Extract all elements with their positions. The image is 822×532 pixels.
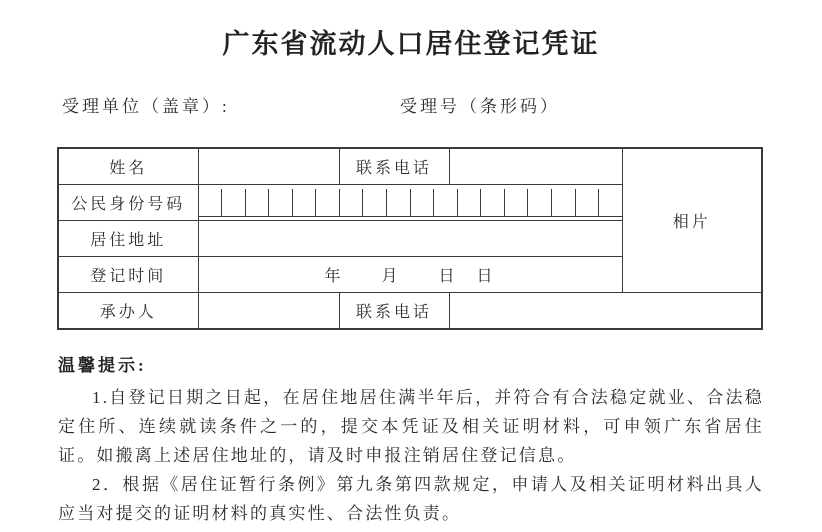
id-digit-box — [269, 189, 293, 216]
id-number-value-cell — [198, 185, 622, 221]
id-digit-box — [552, 189, 576, 216]
address-value-cell — [198, 221, 622, 257]
photo-cell: 相片 — [622, 148, 762, 293]
table-row-name — [58, 148, 762, 185]
handler-value-cell — [198, 293, 339, 330]
id-digit-box — [411, 189, 435, 216]
name-label: 姓名 — [58, 148, 198, 185]
note-item-1: 1.自登记日期之日起，在居住地居住满半年后，并符合有合法稳定就业、合法稳定住所、连续就读条件之一的，提交本凭证及相关证明材料，可申领广东省居住证。如搬离上述居住地址的，请及时申报注销居住登记信息。 — [58, 388, 764, 465]
id-digit-box — [528, 189, 552, 216]
id-digit-box — [246, 189, 270, 216]
id-digit-box — [316, 189, 340, 216]
page-title: 广东省流动人口居住登记凭证 — [222, 29, 600, 59]
id-number-label: 公民身份号码 — [58, 185, 198, 221]
id-digit-boxes — [199, 189, 622, 217]
address-label: 居住地址 — [58, 221, 198, 257]
contact-phone-value-cell — [449, 148, 622, 185]
id-digit-box — [576, 189, 600, 216]
id-digit-box — [505, 189, 529, 216]
id-digit-box — [458, 189, 482, 216]
registration-time-label: 登记时间 — [58, 257, 198, 293]
id-digit-box — [222, 189, 246, 216]
id-digit-box — [363, 189, 387, 216]
handler-label: 承办人 — [58, 293, 198, 330]
handler-phone-value-cell — [449, 293, 762, 330]
table-row-handler — [58, 293, 762, 330]
notes-section — [58, 351, 764, 528]
notes-heading: 温馨提示: — [58, 356, 147, 375]
handler-phone-label: 联系电话 — [339, 293, 449, 330]
id-digit-box — [293, 189, 317, 216]
accepting-unit-label: 受理单位（盖章）: — [62, 97, 230, 116]
header-line — [0, 92, 822, 116]
name-value-cell — [198, 148, 339, 185]
registration-form-table — [57, 147, 763, 330]
id-digit-box — [199, 189, 223, 216]
registration-time-value: 年 月 日 日 — [198, 257, 622, 293]
acceptance-number-label: 受理号（条形码） — [400, 97, 560, 116]
id-digit-box — [340, 189, 364, 216]
note-item-2: 2．根据《居住证暂行条例》第九条第四款规定，申请人及相关证明材料出具人应当对提交的证明材料的真实性、合法性负责。 — [58, 475, 764, 523]
contact-phone-label: 联系电话 — [339, 148, 449, 185]
id-digit-box — [434, 189, 458, 216]
id-digit-box — [599, 189, 622, 216]
id-digit-box — [481, 189, 505, 216]
id-digit-box — [387, 189, 411, 216]
